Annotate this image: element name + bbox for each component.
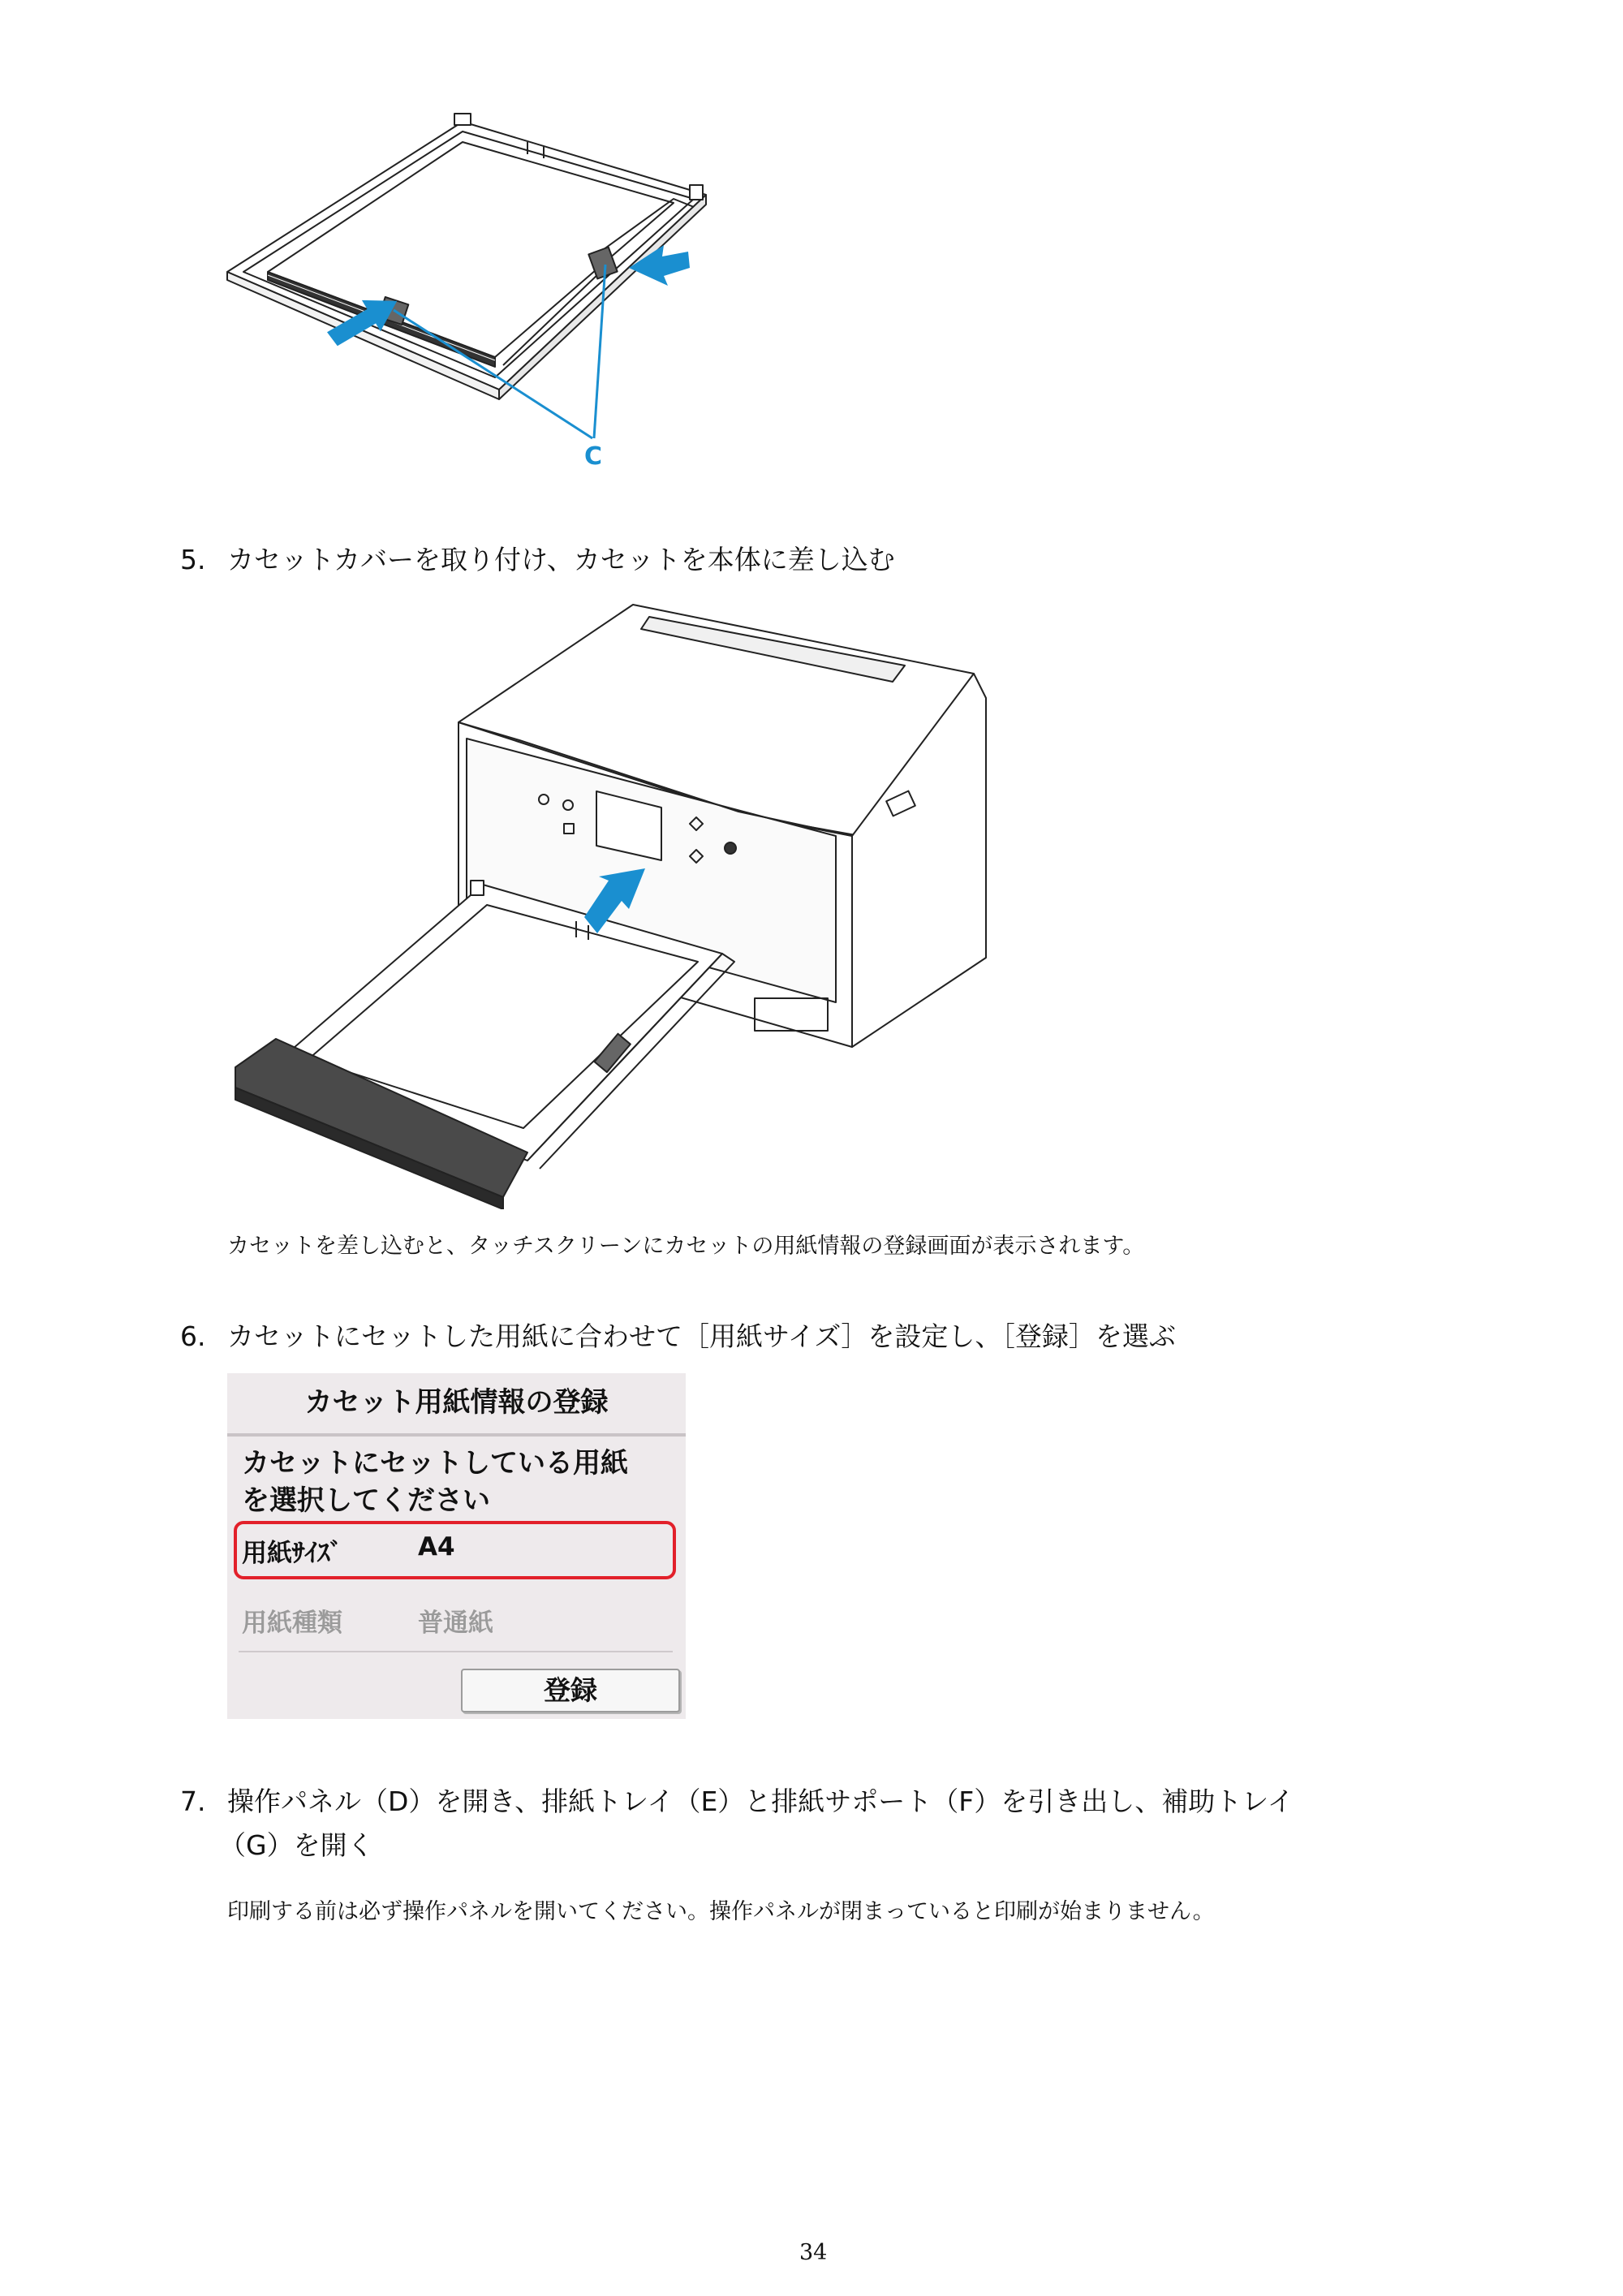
step-6 — [180, 1319, 1176, 1355]
callout-label-c: C — [584, 442, 603, 471]
step-5-note: カセットを差し込むと、タッチスクリーンにカセットの用紙情報の登録画面が表示されます。 — [227, 1234, 1145, 1259]
row-separator — [239, 1651, 673, 1652]
step-number: 5. — [180, 544, 206, 575]
paper-type-value: 普通紙 — [418, 1609, 493, 1638]
step-7 — [180, 1784, 1294, 1820]
step-5 — [180, 542, 895, 578]
touchscreen-panel — [227, 1373, 686, 1719]
step-7-note: 印刷する前は必ず操作パネルを開いてください。操作パネルが閉まっていると印刷が始まりません。 — [227, 1899, 1215, 1924]
page-number: 34 — [799, 2240, 828, 2265]
step-7-cont: （G）を開く — [219, 1829, 374, 1861]
step-number: 6. — [180, 1320, 206, 1352]
paper-size-value: A4 — [418, 1532, 455, 1562]
paper-type-label: 用紙種類 — [242, 1609, 342, 1638]
step-number: 7. — [180, 1786, 206, 1817]
step-text-line-1: 操作パネル（D）を開き、排紙トレイ（E）と排紙サポート（F）を引き出し、補助トレイ — [227, 1786, 1294, 1817]
printer-cassette-insert-illustration — [219, 592, 998, 1209]
cassette-guides-illustration — [219, 106, 714, 479]
screen-message: カセットにセットしている用紙 を選択してください — [242, 1447, 628, 1517]
title-divider — [227, 1433, 686, 1437]
screen-title: カセット用紙情報の登録 — [304, 1386, 609, 1419]
register-button[interactable]: 登録 — [461, 1669, 680, 1712]
step-text: カセットにセットした用紙に合わせて［用紙サイズ］を設定し、［登録］を選ぶ — [227, 1320, 1176, 1352]
paper-size-label: 用紙ｻｲｽﾞ — [242, 1539, 342, 1568]
step-text: カセットカバーを取り付け、カセットを本体に差し込む — [227, 544, 895, 575]
